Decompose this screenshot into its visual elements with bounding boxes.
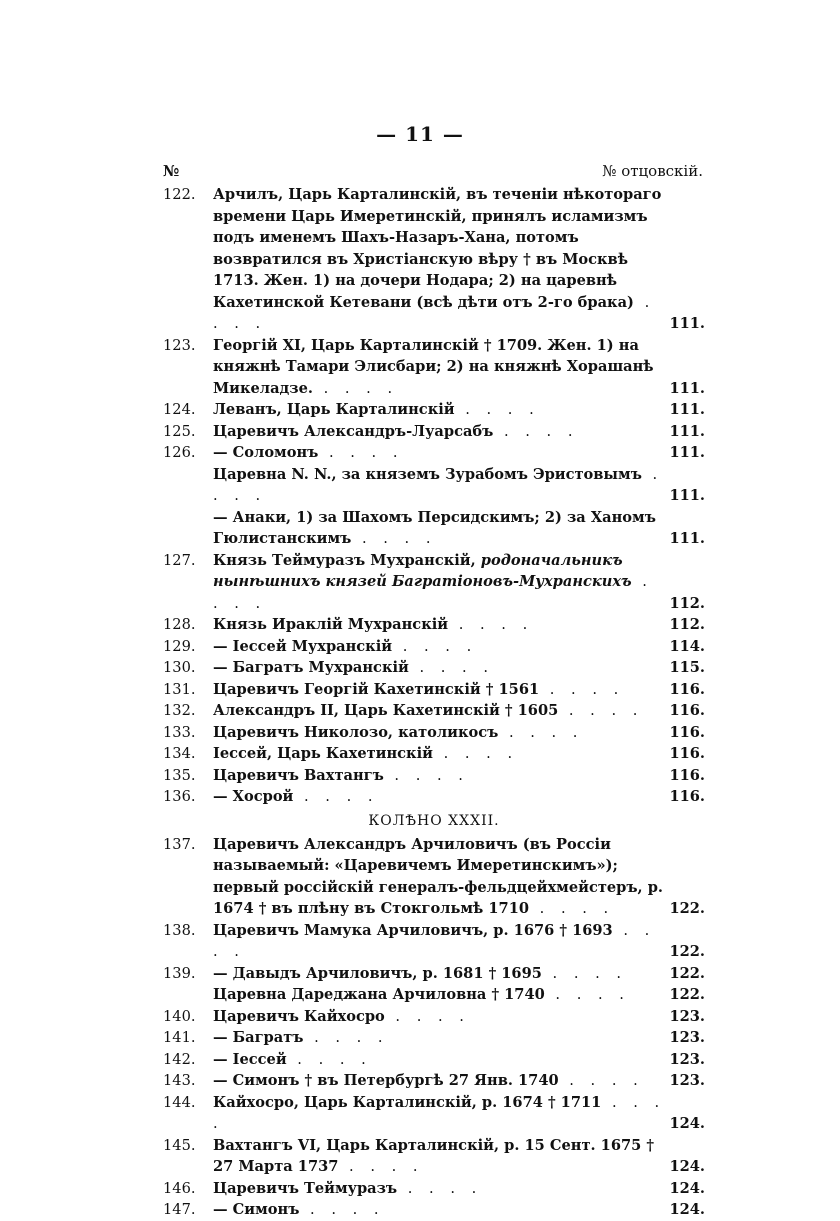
list-item — [163, 1027, 705, 1049]
dot-leader: . . . . — [213, 293, 656, 332]
entry-text: — Хосрой — [213, 788, 294, 805]
father-entry-number: 111. — [669, 401, 705, 418]
dot-leader: . . . . — [493, 422, 579, 440]
entry-text-block — [213, 614, 705, 636]
list-item — [163, 507, 705, 550]
entries-part-a — [163, 184, 705, 808]
entry-number: 147. — [163, 1201, 196, 1218]
list-item — [163, 700, 705, 722]
father-entry-number: 111. — [669, 487, 705, 504]
father-entry-number: 122. — [669, 900, 705, 917]
entry-number: 136. — [163, 788, 196, 805]
entry-text-block — [213, 636, 705, 658]
entry-text: Царевичъ Мамука Арчиловичъ, р. 1676 † 1693 — [213, 921, 613, 939]
dot-leader: . . . . — [541, 964, 628, 982]
list-item — [163, 1070, 705, 1092]
entry-number: 142. — [163, 1050, 196, 1068]
entry-text: Царевичъ Георгій Кахетинскій † 1561 — [213, 680, 540, 698]
entry-number: 127. — [163, 551, 196, 569]
dot-leader: . . . . — [408, 659, 494, 676]
entry-text-block — [213, 1027, 705, 1049]
list-item — [163, 722, 705, 744]
dot-leader: . . . . — [293, 788, 379, 805]
list-item — [163, 765, 705, 787]
dot-leader: . . . . — [351, 530, 437, 547]
entry-text-block — [213, 700, 705, 722]
entry-text: Царевна N. N., за княземъ Зурабомъ Эристовымъ — [213, 465, 642, 483]
dot-leader: . . . . — [213, 1093, 666, 1132]
entry-number: 133. — [163, 723, 196, 741]
father-entry-number: 123. — [669, 1029, 705, 1046]
dot-leader: . . . . — [312, 379, 399, 397]
dot-leader: . . . . — [383, 766, 469, 784]
entry-text: Царевичъ Александръ Арчиловичъ (въ Россіи называемый: «Царевичемъ Имеретинскимъ»); первый россійскій генералъ-фельдцейхмейстеръ, р. 1674 † въ плѣну въ Стокгольмѣ 1710 — [213, 835, 663, 917]
entry-text: Александръ II, Царь Кахетинскій † 1605 — [213, 702, 559, 719]
father-entry-number: 111. — [669, 315, 705, 332]
list-item — [163, 920, 705, 963]
list-item — [163, 786, 705, 808]
entry-text: Леванъ, Царь Карталинскій — [213, 401, 455, 418]
entry-text: Вахтангъ VI, Царь Карталинскій, р. 15 Сент. 1675 † 27 Марта 1737 — [213, 1136, 655, 1175]
entry-text-block — [213, 335, 705, 400]
list-item — [163, 1049, 705, 1071]
entry-text: Царевичъ Вахтангъ — [213, 766, 384, 784]
father-entry-number: 116. — [669, 788, 705, 805]
entry-text: Князь Теймуразъ Мухранскій, — [213, 551, 476, 569]
dot-leader: . . . . — [299, 1201, 385, 1218]
list-item — [163, 657, 705, 679]
list-item — [163, 1178, 705, 1200]
entry-text: — Іессей Мухранскій — [213, 637, 393, 655]
list-item — [163, 464, 705, 507]
father-entry-number: 116. — [669, 766, 705, 784]
list-item — [163, 1199, 705, 1221]
entry-text-block — [213, 1199, 705, 1221]
entry-text-block — [213, 984, 705, 1006]
list-item — [163, 834, 705, 920]
entry-italic-note: родоначальникъ нынѣшнихъ князей Багратіоновъ-Мухранскихъ — [213, 551, 632, 590]
entry-text: — Анаки, 1) за Шахомъ Персидскимъ; 2) за Ханомъ Гюлистанскимъ — [213, 508, 656, 547]
dot-leader: . . . . — [213, 465, 664, 504]
list-item — [163, 679, 705, 701]
entry-text-block — [213, 657, 705, 679]
father-entry-number: 111. — [669, 444, 705, 461]
entry-text-block — [213, 1092, 705, 1135]
father-entry-number: 123. — [669, 1072, 705, 1089]
entry-text: Царевичъ Николозо, католикосъ — [213, 723, 499, 741]
father-entry-number: 116. — [669, 745, 705, 762]
list-item — [163, 614, 705, 636]
entry-text-block — [213, 550, 705, 615]
entry-text: Іессей, Царь Кахетинскій — [213, 745, 433, 762]
entry-text: Царевичъ Кайхосро — [213, 1007, 385, 1025]
entry-number: 137. — [163, 835, 196, 853]
entry-number: 143. — [163, 1072, 196, 1089]
father-entry-number: 111. — [669, 422, 705, 440]
entry-number: 140. — [163, 1007, 196, 1025]
genealogy-list — [163, 184, 705, 1221]
dot-leader: . . . . — [498, 723, 584, 741]
entry-text: Арчилъ, Царь Карталинскій, въ теченіи нѣкотораго времени Царь Имеретинскій, принялъ исламизмъ подъ именемъ Шахъ-Назаръ-Хана, потомъ возвратился въ Христіанскую вѣру † въ Москвѣ 1713. Жен. 1) на дочери Нодара; 2) на царевнѣ Кахетинской Кетевани (всѣ дѣти отъ 2-го брака) — [213, 186, 662, 311]
entry-text-block — [213, 1135, 705, 1178]
entry-text-block — [213, 765, 705, 787]
page-number: — 11 — — [376, 122, 464, 146]
entry-number: 130. — [163, 659, 196, 676]
entry-number: 141. — [163, 1029, 196, 1046]
entry-number: 138. — [163, 921, 196, 939]
entry-text-block — [213, 679, 705, 701]
entry-number: 144. — [163, 1093, 196, 1111]
section-title: КОЛѢНО XXXII. — [368, 812, 500, 829]
entry-text: — Симонъ † въ Петербургѣ 27 Янв. 1740 — [213, 1072, 559, 1089]
column-header-father-number: № отцовскій. — [602, 162, 703, 180]
entry-number: 132. — [163, 702, 196, 719]
entry-number: 122. — [163, 186, 196, 203]
list-item — [163, 636, 705, 658]
list-item — [163, 984, 705, 1006]
dot-leader: . . . . — [454, 401, 540, 418]
entry-number: 131. — [163, 680, 196, 698]
entry-text: Кайхосро, Царь Карталинскій, р. 1674 † 1711 — [213, 1093, 602, 1111]
father-entry-number: 112. — [669, 616, 705, 633]
entry-number: 126. — [163, 444, 196, 461]
entry-text: Царевичъ Александръ-Луарсабъ — [213, 422, 494, 440]
list-item — [163, 184, 705, 335]
dot-leader: . . . . — [286, 1050, 372, 1068]
column-header-number: № — [163, 162, 180, 180]
father-entry-number: 116. — [669, 702, 705, 719]
entry-text-block — [213, 722, 705, 744]
dot-leader: . . . . — [213, 921, 656, 960]
list-item — [163, 1006, 705, 1028]
entry-text-block — [213, 184, 705, 335]
entry-text-block — [213, 1049, 705, 1071]
entry-number: 124. — [163, 401, 196, 418]
entry-text-block — [213, 421, 705, 443]
dot-leader: . . . . — [384, 1007, 470, 1025]
entry-number: 135. — [163, 766, 196, 784]
father-entry-number: 124. — [669, 1115, 705, 1132]
entry-text-block — [213, 1070, 705, 1092]
father-entry-number: 122. — [669, 964, 705, 982]
father-entry-number: 123. — [669, 1050, 705, 1068]
dot-leader: . . . . — [529, 900, 615, 917]
list-item — [163, 421, 705, 443]
entry-number: 139. — [163, 964, 196, 982]
dot-leader: . . . . — [448, 616, 534, 633]
father-entry-number: 111. — [669, 530, 705, 547]
father-entry-number: 112. — [669, 594, 705, 612]
father-entry-number: 115. — [669, 659, 705, 676]
dot-leader: . . . . — [544, 986, 630, 1003]
dot-leader: . . . . — [303, 1029, 389, 1046]
entry-number: 146. — [163, 1179, 196, 1197]
dot-leader: . . . . — [397, 1179, 483, 1197]
father-entry-number: 122. — [669, 943, 705, 960]
list-item — [163, 335, 705, 400]
entries-part-b — [163, 834, 705, 1221]
father-entry-number: 124. — [669, 1201, 705, 1218]
dot-leader: . . . . — [392, 637, 478, 655]
entry-text-block — [213, 743, 705, 765]
dot-leader: . . . . — [558, 702, 644, 719]
column-header — [163, 162, 703, 184]
father-entry-number: 124. — [669, 1158, 705, 1175]
entry-number: 125. — [163, 422, 196, 440]
entry-text: — Соломонъ — [213, 444, 319, 461]
list-item — [163, 1135, 705, 1178]
list-item — [163, 550, 705, 615]
entry-text: Георгій XI, Царь Карталинскій † 1709. Жен. 1) на княжнѣ Тамари Элисбари; 2) на княжнѣ Хорашанѣ Микеладзе. — [213, 336, 654, 397]
entry-text: — Багратъ Мухранскій — [213, 659, 409, 676]
entry-number: 128. — [163, 616, 196, 633]
list-item — [163, 963, 705, 985]
father-entry-number: 116. — [669, 680, 705, 698]
entry-text-block — [213, 442, 705, 464]
father-entry-number: 111. — [669, 379, 705, 397]
entry-text: Царевна Дареджана Арчиловна † 1740 — [213, 986, 545, 1003]
entry-text-block — [213, 1006, 705, 1028]
father-entry-number: 122. — [669, 986, 705, 1003]
entry-text-block — [213, 786, 705, 808]
dot-leader: . . . . — [338, 1158, 424, 1175]
entry-text-block — [213, 1178, 705, 1200]
entry-text-block — [213, 507, 705, 550]
list-item — [163, 743, 705, 765]
father-entry-number: 124. — [669, 1179, 705, 1197]
father-entry-number: 116. — [669, 723, 705, 741]
entry-text-block — [213, 399, 705, 421]
dot-leader: . . . . — [539, 680, 625, 698]
entry-number: 123. — [163, 336, 196, 354]
entry-text: — Іессей — [213, 1050, 287, 1068]
father-entry-number: 123. — [669, 1007, 705, 1025]
entry-text-block — [213, 464, 705, 507]
list-item — [163, 442, 705, 464]
dot-leader: . . . . — [432, 745, 519, 762]
dot-leader: . . . . — [558, 1072, 644, 1089]
list-item — [163, 1092, 705, 1135]
entry-number: 134. — [163, 745, 196, 762]
entry-text: — Симонъ — [213, 1201, 300, 1218]
father-entry-number: 114. — [669, 637, 705, 655]
entry-number: 145. — [163, 1136, 196, 1154]
list-item — [163, 399, 705, 421]
entry-number: 129. — [163, 637, 196, 655]
entry-text: — Давыдъ Арчиловичъ, р. 1681 † 1695 — [213, 964, 542, 982]
entry-text: Князь Ираклій Мухранскій — [213, 616, 449, 633]
entry-text-block — [213, 834, 705, 920]
entry-text: — Багратъ — [213, 1029, 304, 1046]
entry-text-block — [213, 920, 705, 963]
dot-leader: . . . . — [318, 444, 404, 461]
entry-text-block — [213, 963, 705, 985]
entry-text: Царевичъ Теймуразъ — [213, 1179, 398, 1197]
dot-leader: . . . . — [213, 573, 653, 612]
